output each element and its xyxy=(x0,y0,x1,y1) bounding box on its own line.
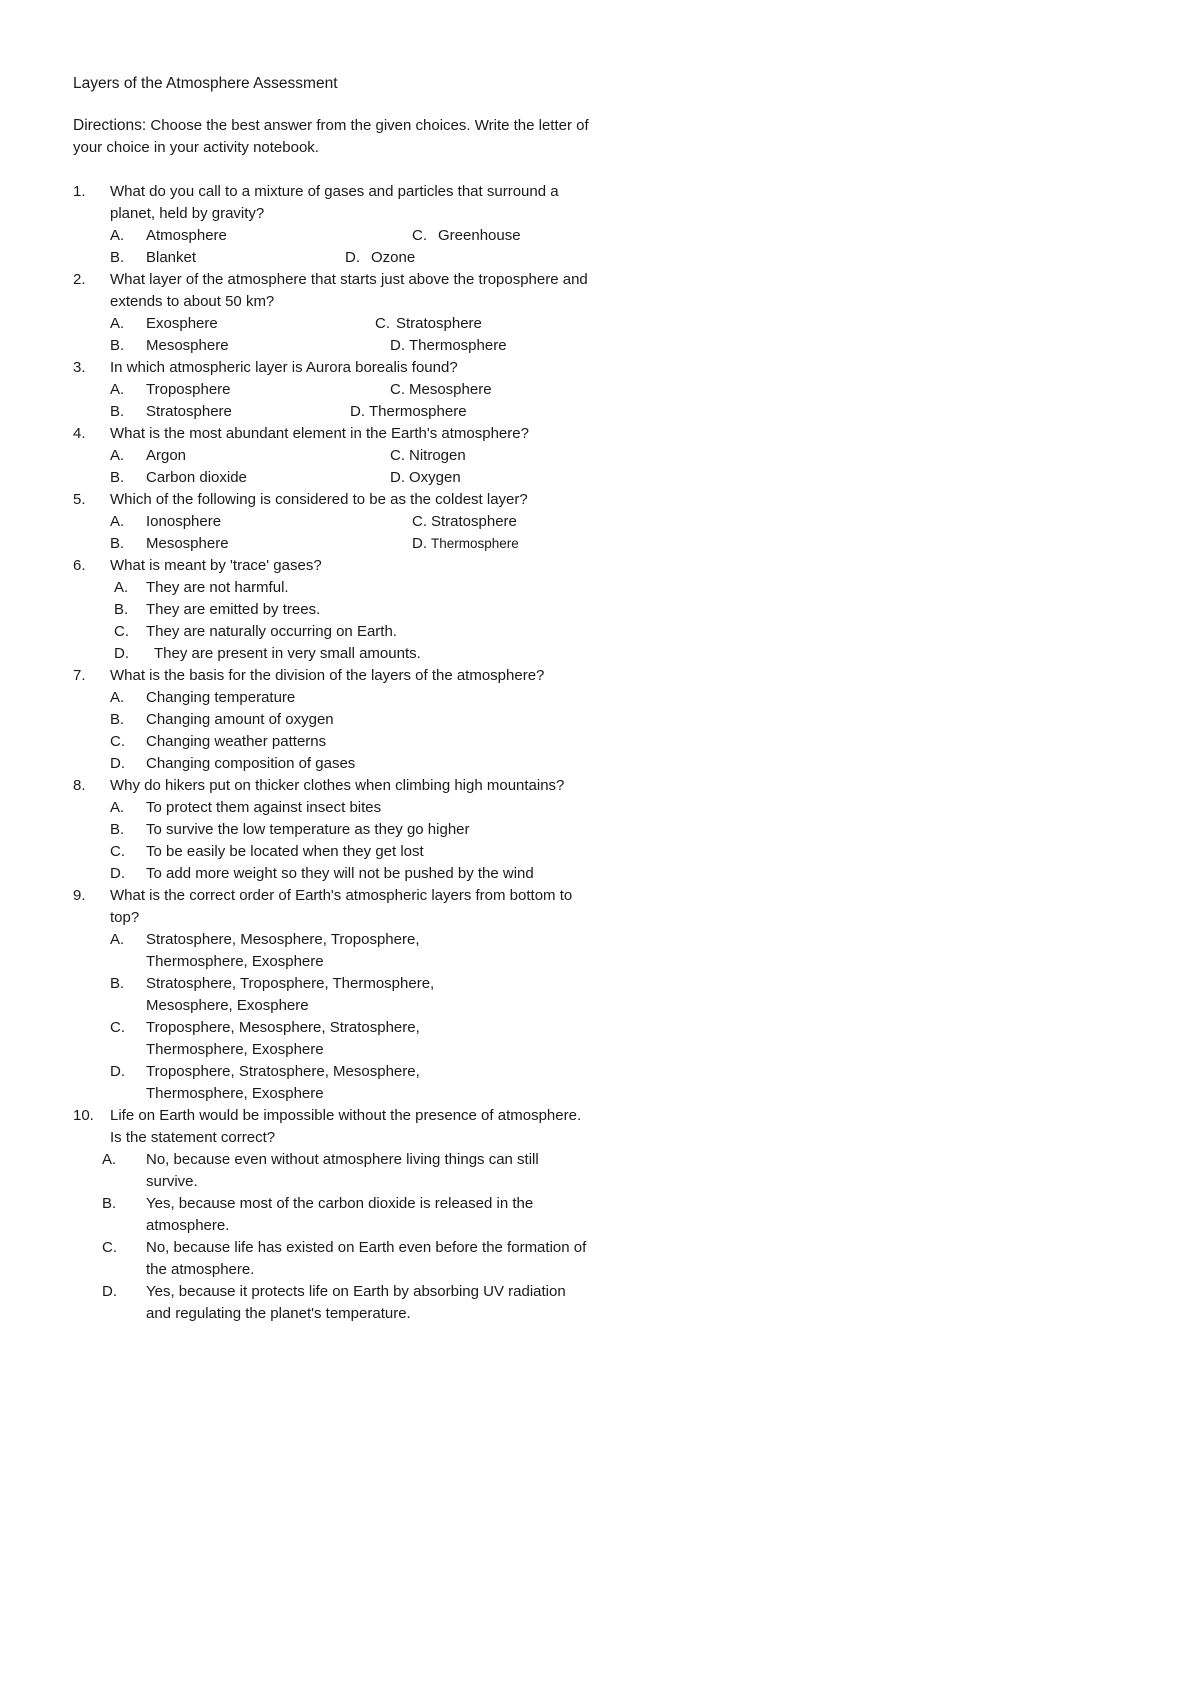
assessment-document xyxy=(73,73,593,1325)
option-letter: D. xyxy=(110,1063,125,1080)
option-b xyxy=(110,709,593,731)
question-text: What is meant by 'trace' gases? xyxy=(110,557,322,574)
option-b xyxy=(102,1193,593,1237)
question-number: 3. xyxy=(73,359,86,376)
option-letter: D. xyxy=(345,249,360,266)
option-b xyxy=(110,335,390,357)
option-d xyxy=(390,335,590,357)
option-letter: C. xyxy=(114,623,129,640)
question-2 xyxy=(73,269,593,357)
option-text: Stratosphere xyxy=(396,315,482,332)
question-text: In which atmospheric layer is Aurora borealis found? xyxy=(110,359,458,376)
option-text: No, because life has existed on Earth even before the formation of the atmosphere. xyxy=(146,1239,587,1278)
options xyxy=(110,313,593,357)
option-d xyxy=(110,1061,450,1105)
question-number: 1. xyxy=(73,183,86,200)
option-text: Stratosphere, Mesosphere, Troposphere, Thermosphere, Exosphere xyxy=(146,931,420,970)
question-list xyxy=(73,181,593,1325)
question-number: 4. xyxy=(73,425,86,442)
options xyxy=(102,1149,593,1325)
option-c xyxy=(102,1237,593,1281)
option-letter: C. xyxy=(375,315,390,332)
options xyxy=(110,445,593,489)
option-a xyxy=(110,577,593,599)
option-letter: B. xyxy=(110,249,125,266)
options xyxy=(110,929,450,1105)
option-c xyxy=(110,621,593,643)
option-text: Blanket xyxy=(146,249,197,266)
question-number: 9. xyxy=(73,887,86,904)
question-7 xyxy=(73,665,593,775)
options xyxy=(110,577,593,665)
option-text: Troposphere, Mesosphere, Stratosphere, Thermosphere, Exosphere xyxy=(146,1019,420,1058)
option-text: Troposphere xyxy=(146,381,231,398)
option-a xyxy=(110,929,450,973)
option-letter: A. xyxy=(110,447,125,464)
option-c xyxy=(390,225,590,247)
option-b xyxy=(110,599,593,621)
option-c xyxy=(110,1017,450,1061)
question-1 xyxy=(73,181,593,269)
option-d xyxy=(390,467,590,489)
option-text: Thermosphere xyxy=(409,337,507,354)
option-text: Nitrogen xyxy=(409,447,466,464)
option-letter: C. xyxy=(412,513,427,530)
option-c xyxy=(110,731,593,753)
directions xyxy=(73,115,593,159)
option-text: Atmosphere xyxy=(146,227,227,244)
option-text: Oxygen xyxy=(409,469,461,486)
option-letter: A. xyxy=(102,1151,117,1168)
option-letter: B. xyxy=(110,975,125,992)
option-letter: D. xyxy=(102,1283,117,1300)
option-letter: D. xyxy=(350,403,365,420)
question-10 xyxy=(73,1105,593,1325)
options xyxy=(110,797,593,885)
option-letter: B. xyxy=(110,337,125,354)
question-8 xyxy=(73,775,593,885)
option-text: Changing temperature xyxy=(146,689,296,706)
option-text: They are emitted by trees. xyxy=(146,601,321,618)
option-text: Ozone xyxy=(371,249,416,266)
question-text: What is the correct order of Earth's atmospheric layers from bottom to top? xyxy=(110,887,573,926)
option-letter: C. xyxy=(412,227,427,244)
option-a xyxy=(110,797,593,819)
option-letter: C. xyxy=(110,843,125,860)
option-a xyxy=(110,687,593,709)
option-letter: B. xyxy=(110,403,125,420)
option-c xyxy=(375,313,590,335)
option-a xyxy=(110,511,390,533)
option-letter: C. xyxy=(110,733,125,750)
option-letter: A. xyxy=(110,931,125,948)
option-a xyxy=(110,445,390,467)
option-d xyxy=(110,643,593,665)
question-text: What is the most abundant element in the Earth's atmosphere? xyxy=(110,425,529,442)
option-c xyxy=(110,841,593,863)
option-letter: C. xyxy=(102,1239,117,1256)
option-text: To protect them against insect bites xyxy=(146,799,382,816)
options xyxy=(110,379,593,423)
option-text: Ionosphere xyxy=(146,513,222,530)
option-text: They are not harmful. xyxy=(146,579,289,596)
option-a xyxy=(110,313,390,335)
options xyxy=(110,225,593,269)
option-text: Argon xyxy=(146,447,187,464)
option-text: Thermosphere xyxy=(369,403,467,420)
question-text: Which of the following is considered to be as the coldest layer? xyxy=(110,491,528,508)
option-a xyxy=(110,225,390,247)
question-number: 8. xyxy=(73,777,86,794)
option-letter: C. xyxy=(390,381,405,398)
option-a xyxy=(102,1149,593,1193)
option-text: Changing weather patterns xyxy=(146,733,327,750)
option-letter: B. xyxy=(102,1195,117,1212)
options xyxy=(110,687,593,775)
question-number: 6. xyxy=(73,557,86,574)
option-letter: A. xyxy=(110,513,125,530)
option-text: To be easily be located when they get lost xyxy=(146,843,424,860)
option-letter: D. xyxy=(390,337,405,354)
option-letter: B. xyxy=(110,821,125,838)
question-9 xyxy=(73,885,593,1105)
option-text: Stratosphere xyxy=(146,403,232,420)
option-text: Mesosphere xyxy=(146,535,229,552)
question-3 xyxy=(73,357,593,423)
option-letter: D. xyxy=(390,469,405,486)
option-b xyxy=(110,973,450,1017)
question-text: Life on Earth would be impossible without the presence of atmosphere. Is the statement correct? xyxy=(110,1107,582,1146)
option-letter: C. xyxy=(110,1019,125,1036)
question-number: 10. xyxy=(73,1107,94,1124)
option-b xyxy=(110,401,390,423)
option-text: Changing amount of oxygen xyxy=(146,711,334,728)
option-b xyxy=(110,533,390,555)
option-c xyxy=(390,379,590,401)
option-letter: A. xyxy=(114,579,129,596)
question-6 xyxy=(73,555,593,665)
document-title: Layers of the Atmosphere Assessment xyxy=(73,75,338,92)
option-c xyxy=(390,445,590,467)
question-number: 5. xyxy=(73,491,86,508)
option-text: To survive the low temperature as they go higher xyxy=(146,821,470,838)
option-letter: D. xyxy=(412,535,427,552)
question-number: 7. xyxy=(73,667,86,684)
option-text: Yes, because it protects life on Earth by absorbing UV radiation and regulating the planet's temperature. xyxy=(146,1283,566,1322)
option-text: No, because even without atmosphere living things can still survive. xyxy=(146,1151,539,1190)
option-d xyxy=(110,863,593,885)
option-letter: B. xyxy=(114,601,129,618)
option-letter: A. xyxy=(110,689,125,706)
option-d xyxy=(110,753,593,775)
option-text: They are present in very small amounts. xyxy=(154,645,421,662)
option-b xyxy=(110,467,390,489)
option-text: Mesosphere xyxy=(146,337,229,354)
option-d xyxy=(390,533,590,555)
option-text: Mesosphere xyxy=(409,381,492,398)
directions-text: Choose the best answer from the given choices. Write the letter of your choice in your activity notebook. xyxy=(73,117,589,156)
option-letter: D. xyxy=(110,865,125,882)
question-text: What layer of the atmosphere that starts just above the troposphere and extends to about 50 km? xyxy=(110,271,588,310)
question-text: What do you call to a mixture of gases and particles that surround a planet, held by gravity? xyxy=(110,183,559,222)
option-d xyxy=(350,401,590,423)
option-text: They are naturally occurring on Earth. xyxy=(146,623,397,640)
option-text: Greenhouse xyxy=(438,227,521,244)
option-text: Carbon dioxide xyxy=(146,469,247,486)
option-letter: A. xyxy=(110,315,125,332)
option-a xyxy=(110,379,390,401)
option-text: Exosphere xyxy=(146,315,218,332)
option-d xyxy=(102,1281,593,1325)
option-letter: B. xyxy=(110,711,125,728)
option-text: Troposphere, Stratosphere, Mesosphere, Thermosphere, Exosphere xyxy=(146,1063,420,1102)
option-letter: B. xyxy=(110,469,125,486)
option-letter: D. xyxy=(110,755,125,772)
question-text: What is the basis for the division of the layers of the atmosphere? xyxy=(110,667,545,684)
option-text: Stratosphere, Troposphere, Thermosphere, Mesosphere, Exosphere xyxy=(146,975,435,1014)
option-letter: A. xyxy=(110,799,125,816)
option-d xyxy=(345,247,590,269)
question-text: Why do hikers put on thicker clothes when climbing high mountains? xyxy=(110,777,565,794)
option-text: To add more weight so they will not be pushed by the wind xyxy=(146,865,534,882)
option-letter: A. xyxy=(110,381,125,398)
question-number: 2. xyxy=(73,271,86,288)
option-text: Yes, because most of the carbon dioxide is released in the atmosphere. xyxy=(146,1195,534,1234)
question-5 xyxy=(73,489,593,555)
option-b xyxy=(110,819,593,841)
option-letter: B. xyxy=(110,535,125,552)
option-letter: C. xyxy=(390,447,405,464)
option-text: Thermosphere xyxy=(431,536,519,551)
option-letter: D. xyxy=(114,645,129,662)
options xyxy=(110,511,593,555)
directions-label: Directions: xyxy=(73,117,147,134)
option-c xyxy=(390,511,590,533)
question-4 xyxy=(73,423,593,489)
option-text: Changing composition of gases xyxy=(146,755,356,772)
option-letter: A. xyxy=(110,227,125,244)
option-text: Stratosphere xyxy=(431,513,517,530)
